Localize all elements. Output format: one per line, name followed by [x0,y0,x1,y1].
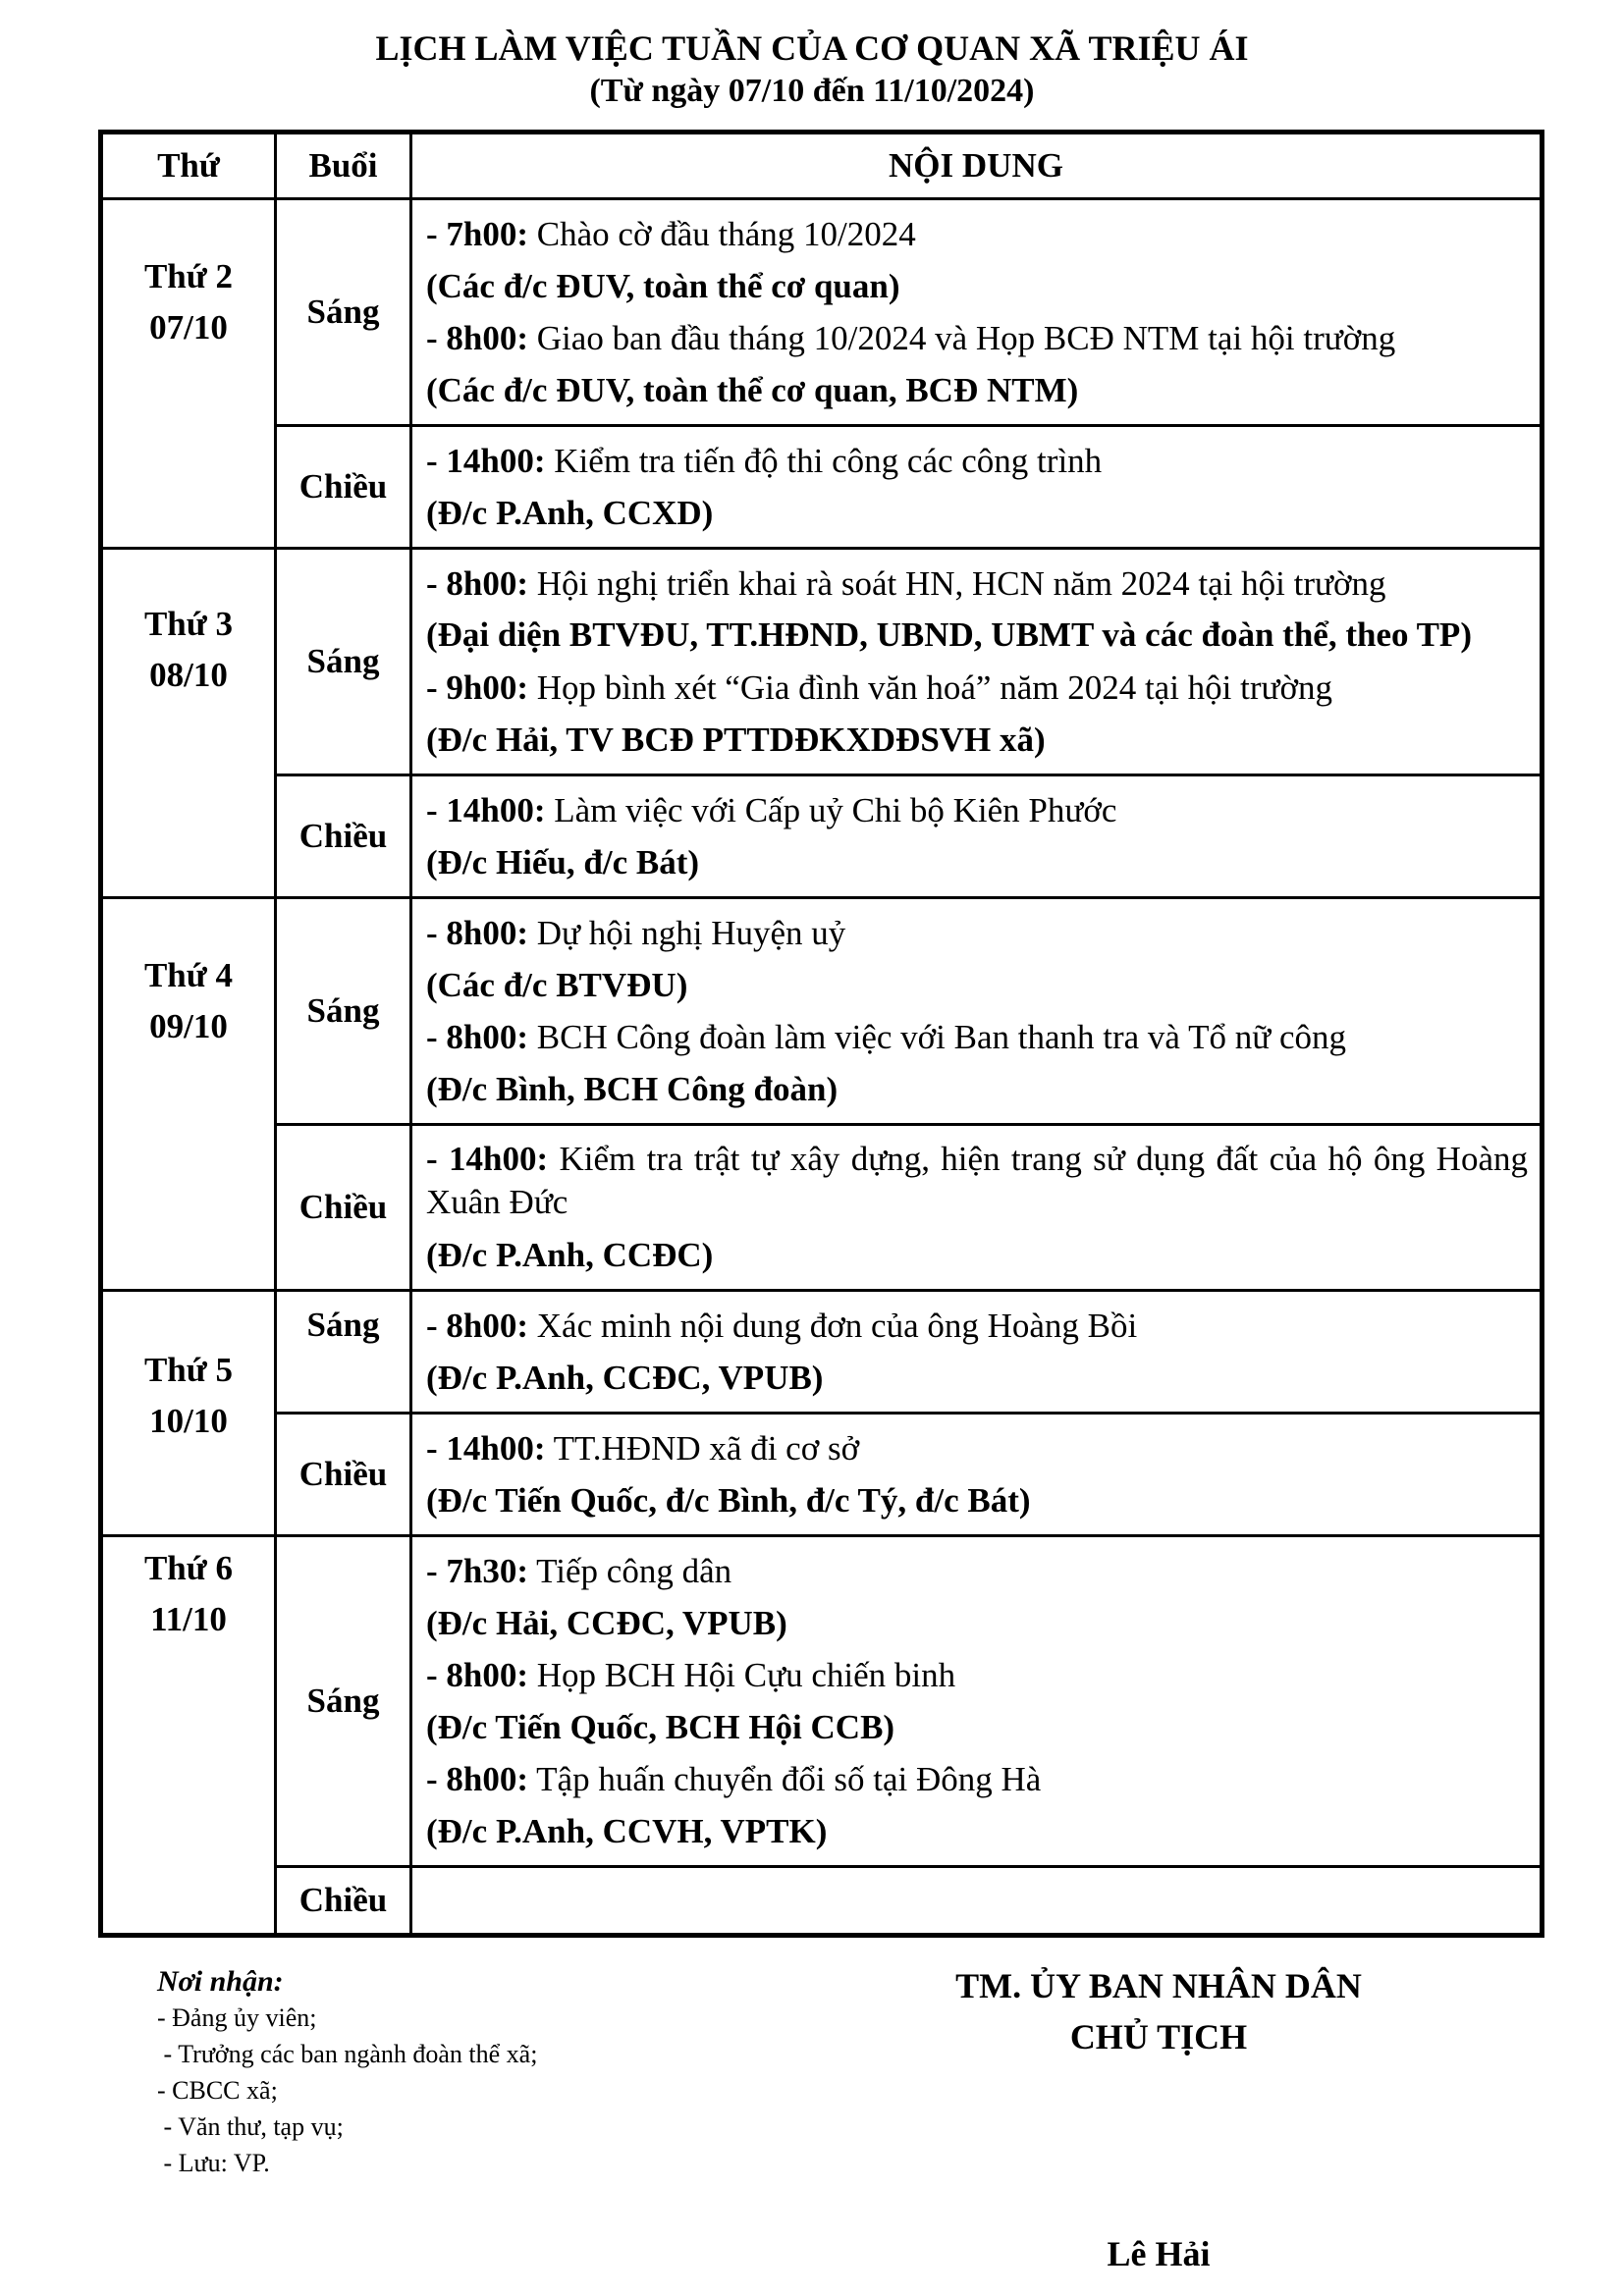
item-time: - 9h00: [426,668,529,707]
table-row [101,426,1543,549]
item-text: Dự hội nghị Huyện uỷ [528,914,846,952]
item-participants: (Đ/c P.Anh, CCĐC, VPUB) [426,1359,824,1397]
content-cell [411,426,1543,549]
table-row [101,199,1543,426]
day-date: 08/10 [149,656,228,694]
recipients-block [157,1963,537,2181]
item-time: - 8h00: [426,1760,529,1798]
item-time: - 8h00: [426,319,529,357]
item-time: - 8h00: [426,1018,529,1056]
item-participants: (Các đ/c BTVĐU) [426,966,688,1004]
item-participants: (Các đ/c ĐUV, toàn thể cơ quan, BCĐ NTM) [426,371,1079,409]
item-participants: (Đ/c Tiến Quốc, BCH Hội CCB) [426,1708,895,1746]
schedule-item [426,1011,1528,1063]
day-label: Thứ 4 [143,956,234,994]
schedule-item [426,784,1528,836]
schedule-item [426,312,1528,364]
recipient-item: - Trưởng các ban ngành đoàn thể xã; [157,2040,538,2068]
header-day: Thứ [101,133,276,199]
item-participants: (Đ/c Hiếu, đ/c Bát) [426,843,700,881]
recipients-label: Nơi nhận: [157,1965,284,1998]
day-cell [101,1291,276,1536]
page-title: LỊCH LÀM VIỆC TUẦN CỦA CƠ QUAN XÃ TRIỆU ÁI [375,28,1249,68]
signature-org: TM. ỦY BAN NHÂN DÂN [955,1966,1362,2005]
content-cell [411,1291,1543,1414]
recipient-item: - Văn thư, tạp vụ; [157,2112,344,2141]
item-text: Kiểm tra trật tự xây dựng, hiện trang sử dụng đất của hộ ông Hoàng Xuân Đức [426,1140,1528,1221]
item-text: Chào cờ đầu tháng 10/2024 [528,215,916,253]
item-time: - 7h00: [426,215,529,253]
session-cell: Chiều [276,1867,411,1936]
table-row [101,1867,1543,1936]
schedule-item [426,662,1528,714]
day-cell [101,549,276,898]
table-row [101,1536,1543,1867]
session-cell: Chiều [276,1414,411,1536]
content-cell [411,549,1543,775]
schedule-item [426,1422,1528,1474]
item-participants: (Các đ/c ĐUV, toàn thể cơ quan) [426,267,900,305]
day-date: 09/10 [149,1007,228,1045]
recipient-item: - Đảng ủy viên; [157,2003,317,2032]
schedule-item [426,1753,1528,1805]
table-header-row [101,133,1543,199]
day-date: 10/10 [149,1402,228,1440]
item-participants: (Đ/c P.Anh, CCVH, VPTK) [426,1812,828,1850]
item-text: Xác minh nội dung đơn của ông Hoàng Bồi [528,1307,1138,1345]
item-text: BCH Công đoàn làm việc với Ban thanh tra và Tổ nữ công [528,1018,1346,1056]
item-text: Hội nghị triển khai rà soát HN, HCN năm 2024 tại hội trường [528,564,1386,603]
content-cell [411,898,1543,1125]
session-cell: Chiều [276,426,411,549]
item-text: Họp BCH Hội Cựu chiến binh [528,1656,956,1694]
item-time: - 7h30: [426,1552,529,1590]
session-cell: Sáng [276,1291,411,1414]
item-participants: (Đ/c Hải, CCĐC, VPUB) [426,1604,787,1642]
schedule-item [426,208,1528,260]
item-text: Họp bình xét “Gia đình văn hoá” năm 2024 tại hội trường [528,668,1333,707]
schedule-item [426,1300,1528,1352]
signer-name: Lê Hải [1107,2234,1211,2273]
signature-role: CHỦ TỊCH [1069,2017,1248,2056]
session-cell: Sáng [276,1536,411,1867]
item-text: Tiếp công dân [528,1552,732,1590]
content-cell [411,199,1543,426]
header-session: Buổi [276,133,411,199]
session-cell: Sáng [276,549,411,775]
schedule-item [426,435,1528,487]
content-cell [411,775,1543,898]
item-time: - 14h00: [426,791,546,829]
item-time: - 8h00: [426,1307,529,1345]
session-cell: Sáng [276,199,411,426]
day-date: 07/10 [149,308,228,347]
table-row [101,549,1543,775]
content-cell [411,1414,1543,1536]
item-time: - 14h00: [426,442,546,480]
day-label: Thứ 6 [143,1549,234,1587]
day-date: 11/10 [150,1600,227,1638]
item-participants: (Đ/c Bình, BCH Công đoàn) [426,1070,839,1108]
item-participants: (Đ/c P.Anh, CCĐC) [426,1236,714,1274]
schedule-item [426,907,1528,959]
item-participants: (Đ/c P.Anh, CCXD) [426,494,714,532]
day-label: Thứ 3 [143,605,234,643]
table-row [101,1414,1543,1536]
schedule-item [426,1545,1528,1597]
content-cell [411,1536,1543,1867]
item-text: TT.HĐND xã đi cơ sở [545,1429,860,1468]
recipient-item: - CBCC xã; [157,2076,278,2105]
item-participants: (Đ/c Tiến Quốc, đ/c Bình, đ/c Tý, đ/c Bát) [426,1481,1031,1520]
schedule-item [426,1134,1528,1229]
schedule-item [426,1649,1528,1701]
item-participants: (Đại diện BTVĐU, TT.HĐND, UBND, UBMT và các đoàn thể, theo TP) [426,615,1472,654]
schedule-item [426,558,1528,610]
content-cell [411,1867,1543,1936]
schedule-table [98,130,1544,1938]
session-cell: Chiều [276,775,411,898]
recipient-item: - Lưu: VP. [157,2149,270,2177]
day-label: Thứ 2 [143,257,234,295]
item-text: Kiểm tra tiến độ thi công các công trình [545,442,1103,480]
header-content: NỘI DUNG [411,133,1543,199]
item-text: Tập huấn chuyển đổi số tại Đông Hà [528,1760,1042,1798]
session-cell: Sáng [276,898,411,1125]
item-time: - 14h00: [426,1429,546,1468]
table-row [101,1125,1543,1291]
table-row [101,898,1543,1125]
table-row [101,1291,1543,1414]
item-time: - 8h00: [426,564,529,603]
item-time: - 14h00: [426,1140,549,1178]
item-time: - 8h00: [426,1656,529,1694]
day-label: Thứ 5 [143,1351,234,1389]
table-row [101,775,1543,898]
item-participants: (Đ/c Hải, TV BCĐ PTTDĐKXDĐSVH xã) [426,721,1046,759]
item-time: - 8h00: [426,914,529,952]
day-cell [101,199,276,549]
session-cell: Chiều [276,1125,411,1291]
item-text: Làm việc với Cấp uỷ Chi bộ Kiên Phước [545,791,1117,829]
item-text: Giao ban đầu tháng 10/2024 và Họp BCĐ NTM tại hội trường [528,319,1396,357]
page-subtitle: (Từ ngày 07/10 đến 11/10/2024) [589,73,1035,109]
content-cell [411,1125,1543,1291]
day-cell [101,898,276,1291]
day-cell [101,1536,276,1936]
